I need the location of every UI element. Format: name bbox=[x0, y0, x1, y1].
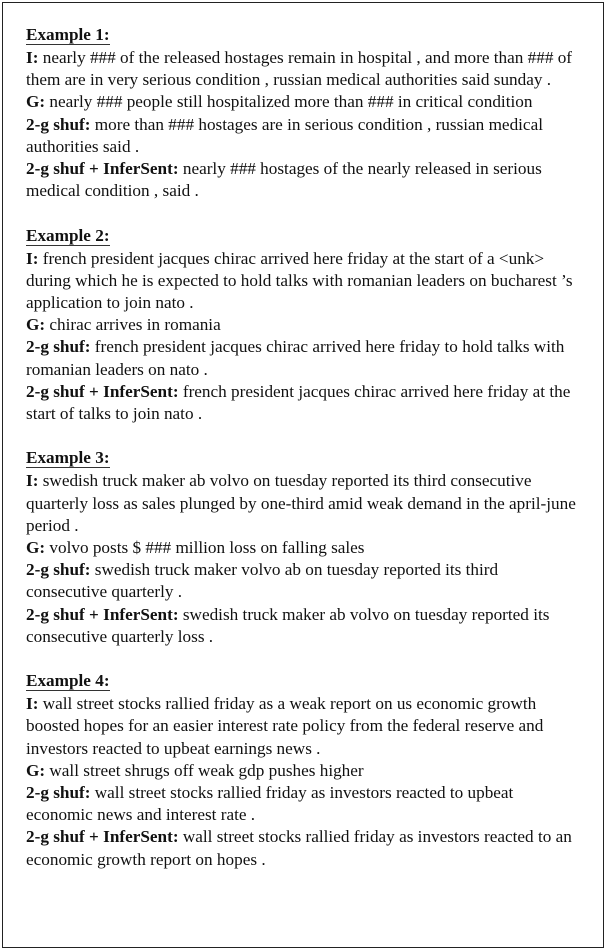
row-text: wall street stocks rallied friday as investors reacted to upbeat economic news and interest rate . bbox=[26, 783, 514, 825]
row-label: 2-g shuf + InferSent: bbox=[26, 159, 179, 179]
row-text: nearly ### people still hospitalized more than ### in critical condition bbox=[49, 92, 533, 112]
row-label: G: bbox=[26, 92, 46, 112]
row-text: swedish truck maker volvo ab on tuesday reported its third consecutive quarterly . bbox=[26, 560, 499, 602]
row-text: wall street stocks rallied friday as a weak report on us economic growth boosted hopes for an easier interest rate policy from the federal reserve and investors reacted to upbeat earnings news . bbox=[26, 694, 544, 758]
example-title: Example 3: bbox=[26, 448, 110, 468]
input-row bbox=[26, 470, 582, 537]
shuf-infersent-row bbox=[26, 826, 582, 870]
row-text: wall street stocks rallied friday as investors reacted to an economic growth report on hopes . bbox=[26, 827, 572, 869]
example-3 bbox=[26, 447, 582, 648]
row-text: french president jacques chirac arrived here friday at the start of a <unk> during which he is expected to hold talks with romanian leaders on bucharest ’s application to join nato . bbox=[26, 248, 573, 313]
example-title: Example 1: bbox=[26, 25, 110, 44]
input-row bbox=[26, 248, 582, 315]
example-title: Example 2: bbox=[26, 225, 110, 245]
row-label: G: bbox=[26, 538, 46, 558]
shuf-infersent-row bbox=[26, 158, 582, 202]
row-label: 2-g shuf + InferSent: bbox=[26, 604, 179, 624]
example-2 bbox=[26, 225, 582, 426]
shuf-row bbox=[26, 782, 582, 826]
shuf-infersent-row bbox=[26, 381, 582, 425]
row-text: chirac arrives in romania bbox=[49, 315, 221, 335]
shuf-infersent-row bbox=[26, 604, 582, 648]
row-text: volvo posts $ ### million loss on falling sales bbox=[49, 538, 365, 558]
row-text: french president jacques chirac arrived here friday at the start of talks to join nato . bbox=[26, 381, 571, 424]
input-row bbox=[26, 47, 582, 91]
row-text: nearly ### hostages of the nearly released in serious medical condition , said . bbox=[26, 159, 542, 201]
row-text: swedish truck maker ab volvo on tuesday reported its third consecutive quarterly loss as sales plunged by one-third amid weak demand in the april-june period . bbox=[26, 471, 576, 535]
shuf-row bbox=[26, 114, 582, 158]
row-label: I: bbox=[26, 694, 39, 714]
gold-row bbox=[26, 91, 582, 113]
row-label: 2-g shuf: bbox=[26, 783, 91, 803]
row-label: G: bbox=[26, 760, 46, 780]
examples-list bbox=[26, 24, 582, 893]
row-label: I: bbox=[26, 248, 39, 268]
shuf-row bbox=[26, 559, 582, 603]
row-label: I: bbox=[26, 48, 39, 67]
row-label: 2-g shuf + InferSent: bbox=[26, 827, 179, 847]
gold-row bbox=[26, 314, 582, 336]
example-1 bbox=[26, 24, 582, 202]
example-title: Example 4: bbox=[26, 671, 110, 691]
row-text: nearly ### of the released hostages remain in hospital , and more than ### of them are in very serious condition , russian medical authorities said sunday . bbox=[26, 48, 573, 90]
row-label: I: bbox=[26, 471, 39, 491]
row-text: wall street shrugs off weak gdp pushes higher bbox=[49, 760, 364, 780]
row-label: 2-g shuf: bbox=[26, 337, 91, 357]
row-label: 2-g shuf: bbox=[26, 114, 91, 134]
row-label: 2-g shuf: bbox=[26, 560, 91, 580]
gold-row bbox=[26, 760, 582, 782]
row-label: 2-g shuf + InferSent: bbox=[26, 381, 179, 401]
row-text: french president jacques chirac arrived here friday to hold talks with romanian leaders on nato . bbox=[26, 337, 565, 379]
shuf-row bbox=[26, 336, 582, 380]
example-4 bbox=[26, 670, 582, 871]
row-text: swedish truck maker ab volvo on tuesday reported its consecutive quarterly loss . bbox=[26, 604, 550, 646]
row-label: G: bbox=[26, 315, 46, 335]
row-text: more than ### hostages are in serious condition , russian medical authorities said . bbox=[26, 114, 543, 156]
input-row bbox=[26, 693, 582, 760]
gold-row bbox=[26, 537, 582, 559]
